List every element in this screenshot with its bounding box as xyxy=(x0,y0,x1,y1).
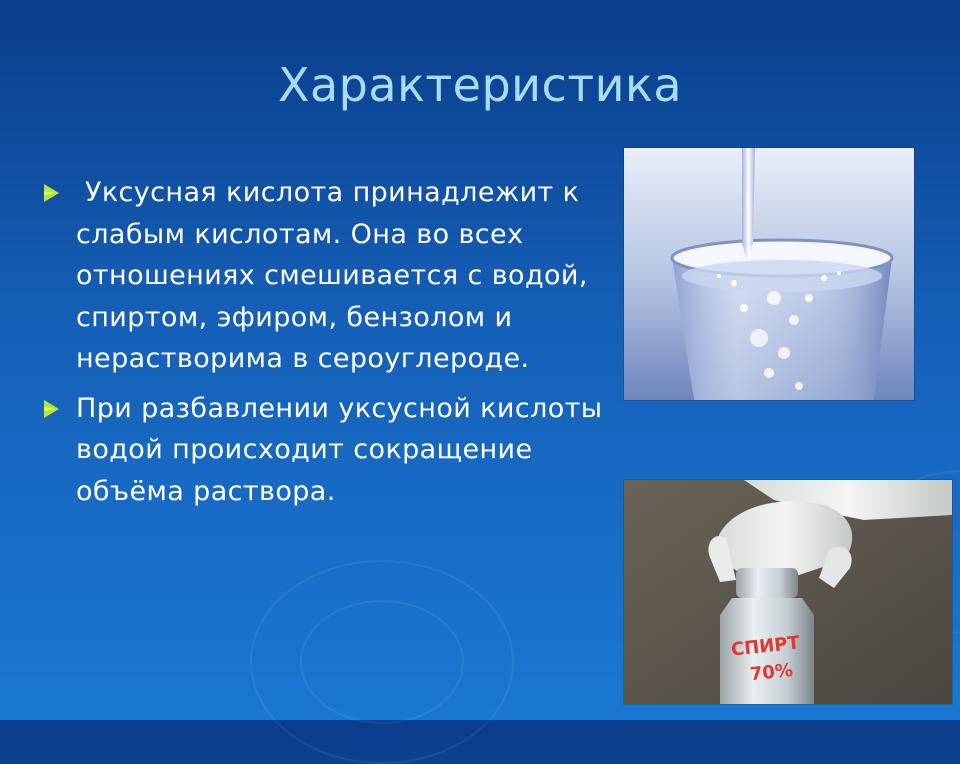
bottle-label-text: СПИРТ xyxy=(730,632,801,661)
bullet-item xyxy=(42,388,612,513)
gloved-hand-bottle-image xyxy=(624,480,952,704)
bullet-item xyxy=(42,172,612,380)
bullet-text: Уксусная кислота принадлежит к слабым кислотам. Она во всех отношениях смешивается с водой, спиртом, эфиром, бензолом и нерастворима в сероуглероде. xyxy=(76,177,597,374)
bullet-list xyxy=(42,172,612,520)
slide-title: Характеристика xyxy=(277,58,683,112)
arrow-bullet-icon xyxy=(44,400,59,418)
bottle-label-text: 70% xyxy=(748,659,794,686)
ripple-decoration xyxy=(300,600,464,724)
bullet-text: При разбавлении уксусной кислоты водой происходит сокращение объёма раствора. xyxy=(76,392,603,507)
arrow-bullet-icon xyxy=(44,184,59,202)
glass-of-water-image xyxy=(624,148,914,400)
